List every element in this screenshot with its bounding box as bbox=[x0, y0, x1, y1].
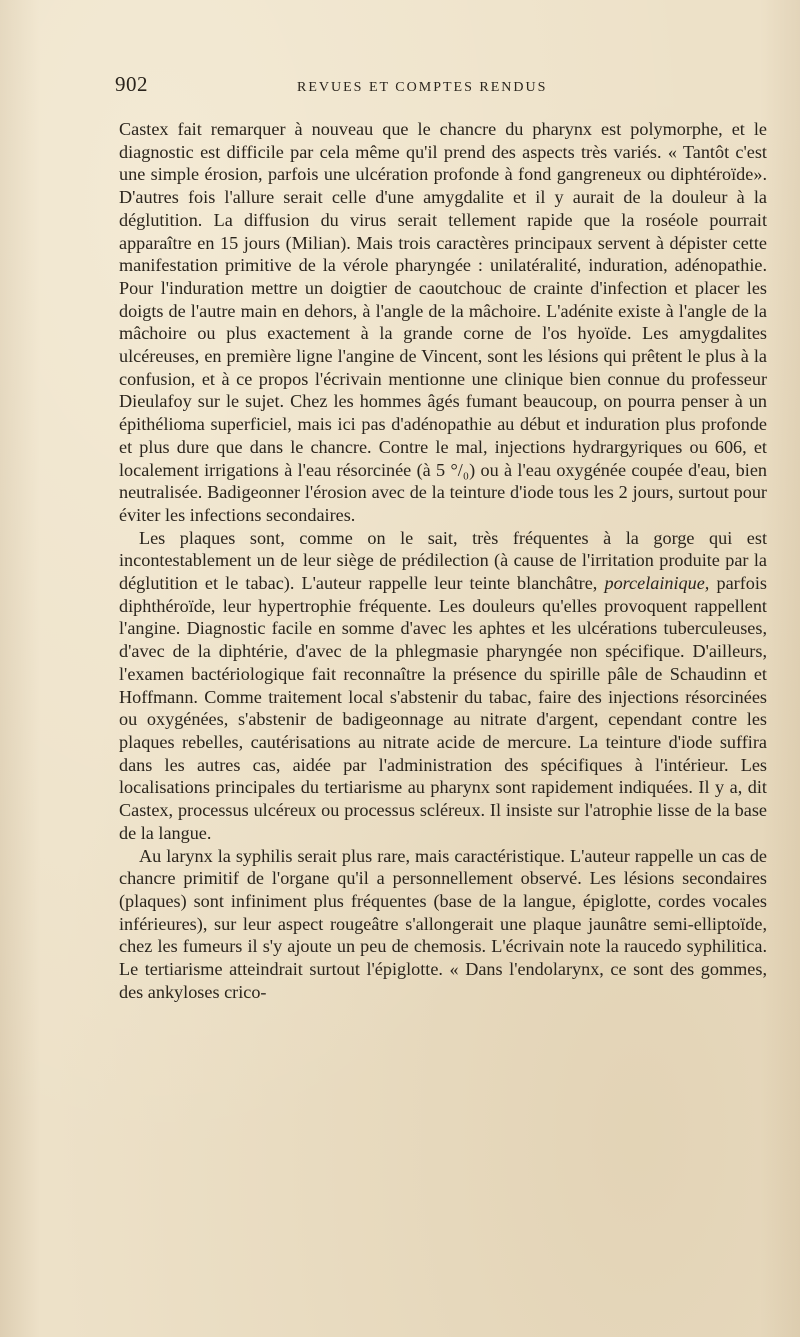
page-number: 902 bbox=[115, 72, 148, 96]
running-title: REVUES ET COMPTES RENDUS bbox=[297, 80, 548, 95]
paragraph-1: Castex fait remarquer à nouveau que le chancre du pharynx est polymorphe, et le diagnostic est difficile par cela même qu'il prend des aspects très variés. « Tantôt c'est une simple érosion, parfois une ulcération profonde à fond gangreneux ou diphtéroïde». D'autres fois l'allure serait celle d'une amygdalite et il y aurait de la douleur à la déglutition. La diffusion du virus serait tellement rapide que la roséole pourrait apparaître en 15 jours (Milian). Mais trois caractères principaux servent à dépister cette manifestation primitive de la vérole pharyngée : unilatéralité, induration, adénopathie. Pour l'induration mettre un doigtier de caoutchouc de crainte d'infection et placer les doigts de l'autre main en dehors, à l'angle de la mâchoire. L'adénite existe à l'angle de la mâchoire ou plus exactement à la grande corne de l'os hyoïde. Les amygdalites ulcéreuses, en première ligne l'angine de Vincent, sont les lésions qui prêtent le plus à la confusion, et à ce propos l'écrivain mentionne une clinique bien connue du professeur Dieulafoy sur le sujet. Chez les hommes âgés fumant beaucoup, on pourra penser à un épithélioma superficiel, mais ici pas d'adénopathie au début et induration plus profonde et plus dure que dans le chancre. Contre le mal, injections hydrargyriques ou 606, et localement irrigations à l'eau résorcinée (à 5 °/₀) ou à l'eau oxygénée coupée d'eau, bien neutralisée. Badigeonner l'érosion avec de la teinture d'iode tous les 2 jours, surtout pour éviter les infections secondaires. bbox=[119, 119, 767, 525]
paragraph-2-italic: porcelainique, bbox=[604, 573, 710, 594]
page-column bbox=[115, 72, 767, 1003]
paragraph-2-part-a: Les plaques sont, comme on le sait, très fréquentes à la gorge qui est incontestablement un de leur siège de prédilection (à cause de l'irritation produite par la déglutition et le tabac). L'auteur rappelle leur teinte blanchâtre, bbox=[119, 527, 767, 594]
paragraph-2-part-b: parfois diphthéroïde, leur hypertrophie fréquente. Les douleurs qu'elles provoquent rappellent l'angine. Diagnostic facile en somme d'avec les aphtes et les ulcérations tuberculeuses, d'avec de la diphtérie, d'avec de la phlegmasie pharyngée non spécifique. D'ailleurs, l'examen bactériologique fait reconnaître la présence du spirille pâle de Schaudinn et Hoffmann. Comme traitement local s'abstenir du tabac, faire des injections résorcinées ou oxygénées, s'abstenir de badigeonnage au nitrate d'argent, cependant contre les plaques rebelles, cautérisations au nitrate acide de mercure. La teinture d'iode suffira dans les autres cas, aidée par l'administration des spécifiques à l'intérieur. Les localisations principales du tertiarisme au pharynx sont rapidement indiquées. Il y a, dit Castex, processus ulcéreux ou processus scléreux. Il insiste sur l'atrophie lisse de la base de la langue. bbox=[119, 573, 767, 843]
paragraph-3: Au larynx la syphilis serait plus rare, mais caractéristique. L'auteur rappelle un cas de chancre primitif de l'organe qu'il a personnellement observé. Les lésions secondaires (plaques) sont infiniment plus fréquentes (base de la langue, épiglotte, cordes vocales inférieures), sur leur aspect rougeâtre s'allongerait une plaque jaunâtre semi-elliptoïde, chez les fumeurs il s'y ajoute un peu de chemosis. L'écrivain note la raucedo syphilitica. Le tertiarisme atteindrait surtout l'épiglotte. « Dans l'endolarynx, ce sont des gommes, des ankyloses crico- bbox=[119, 845, 767, 1002]
article-body bbox=[119, 118, 767, 1003]
paragraph-2 bbox=[119, 527, 767, 845]
running-head bbox=[115, 72, 767, 102]
